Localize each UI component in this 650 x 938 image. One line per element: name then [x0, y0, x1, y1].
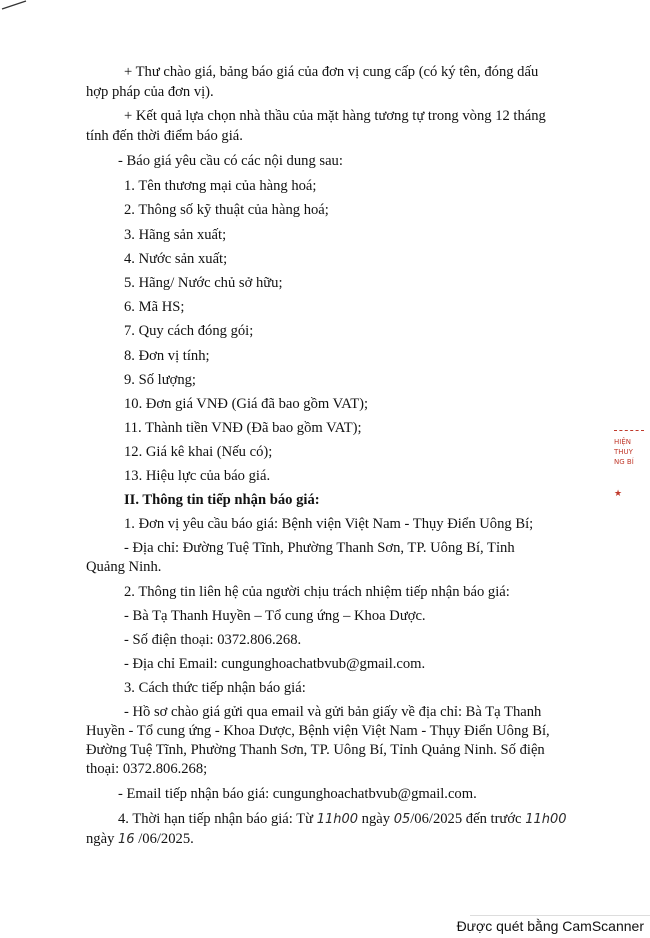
- list-item: 13. Hiệu lực của báo giá.: [124, 468, 271, 484]
- stamp-edge: [614, 430, 644, 431]
- list-item: 5. Hãng/ Nước chủ sở hữu;: [124, 275, 283, 291]
- text-line: tính đến thời điểm báo giá.: [86, 128, 243, 144]
- text-line: thoại: 0372.806.268;: [86, 761, 208, 777]
- list-item: 12. Giá kê khai (Nếu có);: [124, 444, 273, 460]
- text-line: - Địa chỉ: Đường Tuệ Tĩnh, Phường Thanh Sơn, TP. Uông Bí, Tỉnh: [124, 540, 515, 556]
- deadline-line2-prefix: ngày: [86, 831, 119, 847]
- stamp-text: HIỆN: [614, 438, 631, 446]
- text-line: Quảng Ninh.: [86, 559, 162, 575]
- text-line: - Báo giá yêu cầu có các nội dung sau:: [118, 153, 343, 169]
- section-heading: II. Thông tin tiếp nhận báo giá:: [124, 492, 320, 508]
- stamp-text: NG BÍ: [614, 458, 634, 466]
- handwritten-end-hour: 11h00: [525, 812, 567, 827]
- deadline-prefix: 4. Thời hạn tiếp nhận báo giá: Từ: [118, 811, 317, 827]
- text-line: Huyền - Tổ cung ứng - Khoa Dược, Bệnh viện Việt Nam - Thụy Điển Uông Bí,: [86, 723, 550, 739]
- text-line: hợp pháp của đơn vị).: [86, 84, 214, 100]
- list-item: 9. Số lượng;: [124, 372, 196, 388]
- footer-divider: [470, 915, 650, 916]
- stamp-fragment: [614, 430, 650, 530]
- text-line: - Hồ sơ chào giá gửi qua email và gửi bản giấy về địa chỉ: Bà Tạ Thanh: [124, 704, 542, 720]
- text-line: 2. Thông tin liên hệ của người chịu trách nhiệm tiếp nhận báo giá:: [124, 584, 510, 600]
- list-item: 4. Nước sản xuất;: [124, 251, 228, 267]
- list-item: 1. Tên thương mại của hàng hoá;: [124, 178, 317, 194]
- list-item: 3. Hãng sản xuất;: [124, 227, 227, 243]
- text-line: - Bà Tạ Thanh Huyền – Tổ cung ứng – Khoa Dược.: [124, 608, 426, 624]
- list-item: 11. Thành tiền VNĐ (Đã bao gồm VAT);: [124, 420, 362, 436]
- text-line: - Email tiếp nhận báo giá: cungunghoachatbvub@gmail.com.: [118, 786, 477, 802]
- deadline-mid1: ngày: [358, 811, 394, 827]
- scan-corner-mark: [0, 0, 28, 10]
- list-item: 10. Đơn giá VNĐ (Giá đã bao gồm VAT);: [124, 396, 369, 412]
- scanner-watermark: Được quét bằng CamScanner: [456, 918, 644, 934]
- text-line: 3. Cách thức tiếp nhận báo giá:: [124, 680, 306, 696]
- deadline-line2-suffix: /06/2025.: [134, 831, 194, 847]
- handwritten-start-hour: 11h00: [316, 812, 359, 827]
- stamp-star-icon: ★: [614, 489, 623, 499]
- list-item: 7. Quy cách đóng gói;: [124, 323, 254, 339]
- handwritten-start-day: 05: [393, 812, 411, 827]
- list-item: 2. Thông số kỹ thuật của hàng hoá;: [124, 202, 329, 218]
- text-line: 1. Đơn vị yêu cầu báo giá: Bệnh viện Việt Nam - Thụy Điển Uông Bí;: [124, 516, 534, 532]
- text-line: - Địa chỉ Email: cungunghoachatbvub@gmail.com.: [124, 656, 426, 672]
- list-item: 8. Đơn vị tính;: [124, 348, 210, 364]
- deadline-mid2: /06/2025 đến trước: [410, 811, 526, 827]
- text-line: - Số điện thoại: 0372.806.268.: [124, 632, 302, 648]
- handwritten-end-day: 16: [118, 832, 135, 847]
- text-line: Đường Tuệ Tĩnh, Phường Thanh Sơn, TP. Uông Bí, Tỉnh Quảng Ninh. Số điện: [86, 742, 545, 758]
- text-line: + Thư chào giá, bảng báo giá của đơn vị cung cấp (có ký tên, đóng dấu: [124, 64, 539, 80]
- stamp-text: THUY: [614, 448, 633, 456]
- list-item: 6. Mã HS;: [124, 299, 185, 315]
- deadline-line-2: [86, 829, 194, 850]
- deadline-line-1: [118, 809, 567, 830]
- text-line: + Kết quả lựa chọn nhà thầu của mặt hàng tương tự trong vòng 12 tháng: [124, 108, 546, 124]
